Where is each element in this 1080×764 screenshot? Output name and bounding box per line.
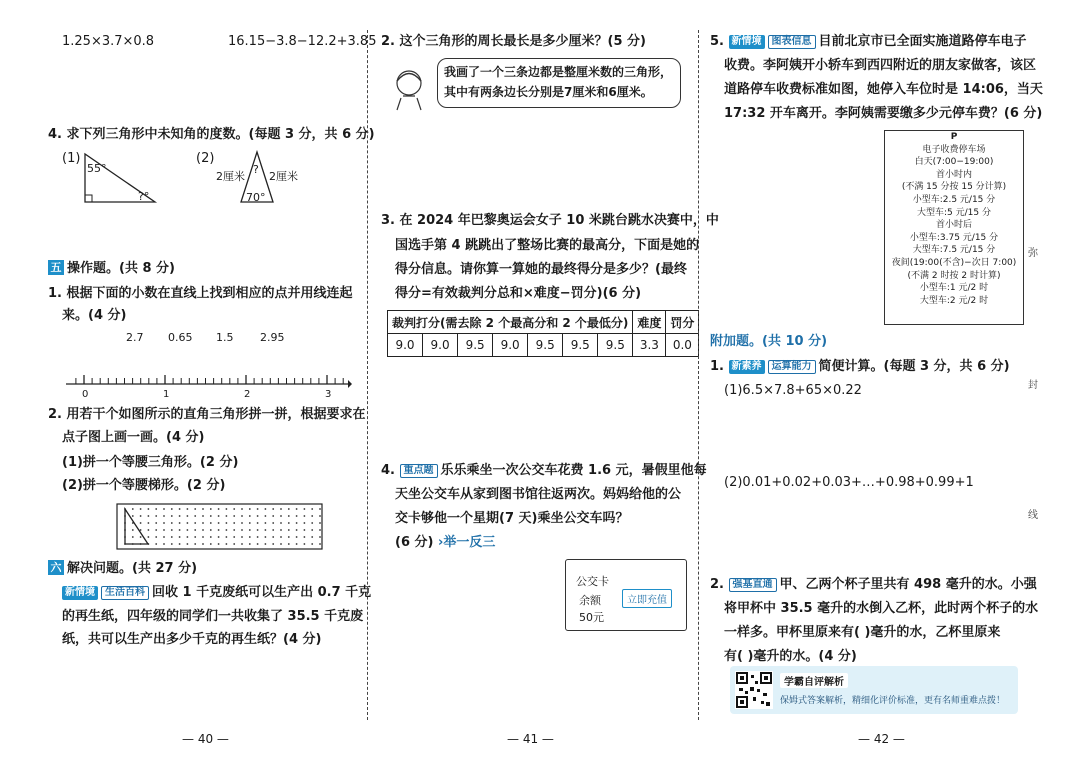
fee-line: 大型车:7.5 元/15 分 [912,245,996,256]
table-cell: 9.5 [458,334,493,357]
fee-line: 大型车:2 元/2 时 [919,295,989,306]
grid-dot[interactable] [233,515,235,517]
grid-dot[interactable] [311,522,313,524]
qr-code-icon[interactable] [735,671,773,709]
grid-dot[interactable] [163,536,165,538]
section-5-icon: 五 [48,260,64,275]
fee-line: 首小时内 [935,169,972,180]
binding-mark-1: 弥 [1028,248,1038,259]
grid-dot[interactable] [210,515,212,517]
fee-line: 电子收费停车场 [922,144,986,155]
grid-dot[interactable] [132,515,134,517]
problem-1-line1 [62,582,371,604]
table-cell: 9.0 [388,334,423,357]
grid-dot[interactable] [249,508,251,510]
axis-tick-label: 0 [82,389,89,400]
binding-mark-2: 封 [1028,380,1038,391]
tag-new-context: 新情境 [62,586,98,600]
question-5-line3: 道路停车收费标准如图，她停入车位时是 14:06，当天 [724,82,1043,97]
grid-dot[interactable] [233,508,235,510]
grid-dot[interactable] [257,515,259,517]
question-4-line2: 天坐公交车从家到图书馆往返两次。妈妈给他的公 [395,487,682,502]
grid-dot[interactable] [155,515,157,517]
grid-dot[interactable] [148,515,150,517]
grid-dot[interactable] [288,522,290,524]
grid-dot[interactable] [163,515,165,517]
question-4-line1: 4. 重点题 乐乐乘坐一次公交车花费 1.6 元，暑假里他每 [381,463,707,478]
grid-dot[interactable] [163,508,165,510]
section-6-text: 解决问题。(共 27 分) [67,561,198,576]
grid-dot[interactable] [140,522,142,524]
grid-dot[interactable] [304,529,306,531]
grid-dot[interactable] [226,536,228,538]
operation-2-line1: 2. 用若干个如图所示的直角三角形拼一拼，根据要求在 [48,407,366,422]
grid-dot[interactable] [249,543,251,545]
decimal-value: 2.95 [260,331,285,344]
axis-tick-label: 3 [325,389,332,400]
grid-dot[interactable] [187,522,189,524]
grid-dot[interactable] [304,536,306,538]
grid-dot[interactable] [148,522,150,524]
grid-dot[interactable] [265,543,267,545]
grid-dot[interactable] [272,529,274,531]
question-4-score: (6 分) [395,535,434,550]
grid-dot[interactable] [257,522,259,524]
grid-dot[interactable] [179,522,181,524]
banner-text: 保姆式答案解析，精细化评价标准，更有名师重难点拨！ [780,696,1006,706]
question-5-line2: 收费。李阿姨开小轿车到西四附近的朋友家做客，该区 [724,58,1037,73]
grid-dot[interactable] [233,522,235,524]
grid-dot[interactable] [296,529,298,531]
grid-dot[interactable] [202,529,204,531]
question-4-line3: 交卡够他一个星期(7 天)乘坐公交车吗？ [395,511,629,526]
grid-dot[interactable] [155,543,157,545]
grid-dot[interactable] [319,522,321,524]
grid-dot[interactable] [148,529,150,531]
grid-dot[interactable] [233,529,235,531]
left-page [0,0,377,764]
operation-1-line1: 1. 根据下面的小数在直线上找到相应的点并用线连起 [48,286,353,301]
grid-dot[interactable] [171,536,173,538]
card-balance-label: 余额 [579,594,601,607]
tag-new-context: 新情境 [729,35,765,49]
grid-dot[interactable] [296,522,298,524]
grid-dot[interactable] [265,536,267,538]
tag-key-question: 重点题 [400,464,438,478]
grid-dot[interactable] [187,529,189,531]
page-divider [367,30,368,720]
extra-2-line1 [710,574,1037,596]
grid-dot[interactable] [272,508,274,510]
grid-dot[interactable] [265,522,267,524]
grid-dot[interactable] [249,529,251,531]
grid-dot[interactable] [272,543,274,545]
question-3-line1: 3. 在 2024 年巴黎奥运会女子 10 米跳台跳水决赛中，中 [381,213,719,228]
grid-dot[interactable] [171,515,173,517]
grid-dot[interactable] [171,522,173,524]
grid-dot[interactable] [241,508,243,510]
grid-dot[interactable] [241,543,243,545]
triangle2-bottom-angle: 70° [246,191,266,204]
grid-dot[interactable] [210,543,212,545]
tag-computation: 运算能力 [768,360,816,374]
decimal-value: 0.65 [168,331,193,344]
calc-expression-2: 16.15−3.8−12.2+3.85 [228,34,377,49]
arrow-icon [348,380,352,388]
number-line[interactable] [62,368,352,392]
speech-bubble [437,58,681,108]
grid-dot[interactable] [311,543,313,545]
grid-dot[interactable] [296,543,298,545]
grid-dot[interactable] [194,515,196,517]
grid-dot[interactable] [311,529,313,531]
grid-dot[interactable] [288,536,290,538]
grid-dot[interactable] [288,543,290,545]
extra-2-line3: 一样多。甲杯里原来有( )毫升的水，乙杯里原来 [724,625,1001,640]
bubble-line2: 其中有两条边长分别是7厘米和6厘米。 [444,85,653,99]
grid-dot[interactable] [296,536,298,538]
extra-1-line [710,356,1010,378]
grid-dot[interactable] [210,536,212,538]
grid-dot[interactable] [194,529,196,531]
grid-dot[interactable] [226,543,228,545]
dot-grid[interactable] [116,503,323,550]
card-balance-value: 50元 [579,611,604,624]
grid-dot[interactable] [280,543,282,545]
grid-dot[interactable] [296,508,298,510]
grid-dot[interactable] [179,536,181,538]
grid-dot[interactable] [280,529,282,531]
fee-line: 小型车:2.5 元/15 分 [912,194,996,205]
grid-dot[interactable] [218,515,220,517]
parking-fee-sign [884,130,1024,325]
grid-dot[interactable] [304,508,306,510]
grid-dot[interactable] [288,515,290,517]
question-3-line2: 国选手第 4 跳跳出了整场比赛的最高分，下面是她的 [395,238,700,253]
binding-mark-3: 线 [1028,510,1038,521]
question-5-line4: 17:32 开车离开。李阿姨需要缴多少元停车费？(6 分) [724,106,1043,121]
tag-life-encyclopedia: 生活百科 [101,586,149,600]
grid-dot[interactable] [155,536,157,538]
grid-dot[interactable] [187,515,189,517]
grid-dot[interactable] [218,529,220,531]
grid-dot[interactable] [319,529,321,531]
grid-dot[interactable] [272,515,274,517]
section-5-title [48,258,175,280]
grid-dot[interactable] [304,515,306,517]
grid-dot[interactable] [257,508,259,510]
self-review-banner[interactable] [730,666,1018,714]
tag-new-literacy: 新素养 [729,360,765,374]
triangle2-top-angle: ? [253,163,259,176]
operation-2-sub2: (2)拼一个等腰梯形。(2 分) [62,478,226,493]
score-table [387,310,699,357]
table-header-cell: 难度 [633,311,666,334]
card-label: 公交卡 [576,575,609,588]
grid-dot[interactable] [288,508,290,510]
grid-dot[interactable] [194,543,196,545]
grid-dot[interactable] [140,508,142,510]
grid-dot[interactable] [257,529,259,531]
section-6-title [48,558,197,580]
grid-dot[interactable] [163,543,165,545]
grid-dot[interactable] [280,536,282,538]
grid-dot[interactable] [319,508,321,510]
score-table-header [388,311,699,334]
decimal-value: 2.7 [126,331,144,344]
question-5-line1 [710,31,1027,53]
grid-dot[interactable] [218,536,220,538]
grid-dot[interactable] [233,536,235,538]
axis-tick-label: 2 [244,389,251,400]
grid-dot[interactable] [319,515,321,517]
grid-dot[interactable] [179,529,181,531]
grid-dot[interactable] [311,508,313,510]
extra-1a: (1)6.5×7.8+65×0.22 [724,383,862,398]
grid-dot[interactable] [272,536,274,538]
link-similar-problems[interactable]: 举一反三 [443,535,496,550]
grid-dot[interactable] [233,543,235,545]
operation-2-sub1: (1)拼一个等腰三角形。(2 分) [62,455,239,470]
grid-dot[interactable] [241,522,243,524]
extra-2-number: 2. [710,577,724,592]
banner-title: 学霸自评解析 [780,673,848,688]
grid-dot[interactable] [163,522,165,524]
extra-2-line2: 将甲杯中 35.5 毫升的水倒入乙杯，此时两个杯子的水 [724,601,1039,616]
problem-1-line3: 纸，共可以生产出多少千克的再生纸？(4 分) [62,632,322,647]
triangle1-unknown-angle: ?° [138,190,150,203]
fee-line: 大型车:5 元/15 分 [917,207,991,218]
grid-dot[interactable] [304,522,306,524]
grid-dot[interactable] [187,536,189,538]
grid-dot[interactable] [280,515,282,517]
grid-dot[interactable] [280,508,282,510]
grid-dot[interactable] [163,529,165,531]
problem-1-line2: 的再生纸，四年级的同学们一共收集了 35.5 千克废 [62,609,364,624]
middle-page [369,0,719,764]
extra-1-number: 1. [710,359,724,374]
table-cell: 9.5 [598,334,633,357]
recharge-button[interactable]: 立即充值 [622,589,672,608]
grid-dot[interactable] [194,508,196,510]
grid-dot[interactable] [249,522,251,524]
extra-2-line4: 有( )毫升的水。(4 分) [724,649,857,664]
dot-grid-border [117,504,322,549]
grid-dot[interactable] [132,529,134,531]
grid-dot[interactable] [257,536,259,538]
grid-dot[interactable] [187,543,189,545]
grid-dot[interactable] [155,522,157,524]
problem-1-text: 回收 1 千克废纸可以生产出 0.7 千克 [152,585,372,600]
question-5-number: 5. [710,34,724,49]
grid-dot[interactable] [171,508,173,510]
grid-dot[interactable] [132,536,134,538]
grid-dot[interactable] [155,508,157,510]
question-5-text: 目前北京市已全面实施道路停车电子 [818,34,1027,49]
grid-dot[interactable] [288,529,290,531]
grid-dot[interactable] [319,536,321,538]
grid-dot[interactable] [140,515,142,517]
table-cell: 9.0 [423,334,458,357]
table-cell: 9.5 [528,334,563,357]
grid-dot[interactable] [218,508,220,510]
grid-dot[interactable] [311,515,313,517]
grid-dot[interactable] [132,508,134,510]
table-cell: 0.0 [666,334,699,357]
fee-line: 首小时后 [935,220,972,231]
fee-line: (不满 2 时按 2 时计算) [907,270,1001,281]
grid-dot[interactable] [155,529,157,531]
grid-dot[interactable] [241,515,243,517]
calc-expression-1: 1.25×3.7×0.8 [62,34,155,49]
grid-dot[interactable] [194,522,196,524]
decimal-value: 1.5 [216,331,234,344]
grid-dot[interactable] [241,536,243,538]
grid-dot[interactable] [241,529,243,531]
grid-dot[interactable] [171,529,173,531]
grid-dot[interactable] [179,543,181,545]
tag-foundation: 强基直通 [729,578,777,592]
grid-dot[interactable] [257,543,259,545]
fee-line: 小型车:3.75 元/15 分 [909,232,999,243]
question-4: 4. 求下列三角形中未知角的度数。(每题 3 分，共 6 分) [48,127,375,142]
triangle1-angle: 55° [87,162,107,175]
triangle2-right-side: 2厘米 [269,170,298,183]
page-divider [698,30,699,720]
grid-dot[interactable] [148,536,150,538]
grid-dot[interactable] [140,536,142,538]
page-number: — 42 — [858,732,905,746]
fee-line: 白天(7:00−19:00) [914,157,994,168]
grid-dot[interactable] [249,515,251,517]
question-3-line3: 得分信息。请你算一算她的最终得分是多少？(最终 [395,262,687,277]
grid-dot[interactable] [265,515,267,517]
fee-line: (不满 15 分按 15 分计算) [901,182,1007,193]
grid-dot[interactable] [296,515,298,517]
question-4-line4: (6 分) ›举一反三 [395,535,496,550]
grid-dot[interactable] [218,522,220,524]
grid-dot[interactable] [202,543,204,545]
q4-label-2: (2) [196,151,215,166]
question-3-line4: 得分=有效裁判分总和×难度−罚分)(6 分) [395,286,642,301]
fee-line: 小型车:1 元/2 时 [919,283,989,294]
grid-dot[interactable] [148,508,150,510]
q4-label-1: (1) [62,151,81,166]
grid-dot[interactable] [226,515,228,517]
grid-dot[interactable] [210,529,212,531]
bubble-line1: 我画了一个三条边都是整厘米数的三角形， [444,65,673,79]
grid-dot[interactable] [210,508,212,510]
axis-tick-label: 1 [163,389,170,400]
grid-dot[interactable] [171,543,173,545]
grid-dot[interactable] [280,522,282,524]
fee-line: 夜间(19:00(不含)−次日 7:00) [891,257,1017,268]
grid-dot[interactable] [194,536,196,538]
grid-dot[interactable] [249,536,251,538]
question-2: 2. 这个三角形的周长最长是多少厘米？(5 分) [381,34,646,49]
example-right-triangle [125,509,148,544]
page-number: — 40 — [182,732,229,746]
table-cell: 9.5 [563,334,598,357]
grid-dot[interactable] [187,508,189,510]
grid-dot[interactable] [202,515,204,517]
extra-1-text: 简便计算。(每题 3 分，共 6 分) [818,359,1010,374]
section-5-text: 操作题。(共 8 分) [67,261,175,276]
grid-dot[interactable] [304,543,306,545]
grid-dot[interactable] [226,508,228,510]
extra-2-text: 甲、乙两个杯子里共有 498 毫升的水。小强 [779,577,1037,592]
grid-dot[interactable] [179,508,181,510]
grid-dot[interactable] [202,508,204,510]
grid-dot[interactable] [218,543,220,545]
question-4-text: 乐乐乘坐一次公交车花费 1.6 元，暑假里他每 [440,463,707,478]
grid-dot[interactable] [210,522,212,524]
table-cell: 3.3 [633,334,666,357]
grid-dot[interactable] [311,536,313,538]
bus-card [565,559,687,631]
tag-chart-info: 图表信息 [768,35,816,49]
table-header-cell: 裁判打分(需去除 2 个最高分和 2 个最低分) [388,311,633,334]
grid-dot[interactable] [272,522,274,524]
grid-dot[interactable] [202,536,204,538]
extra-section-title: 附加题。(共 10 分) [710,334,828,349]
section-6-icon: 六 [48,560,64,575]
extra-1b: (2)0.01+0.02+0.03+…+0.98+0.99+1 [724,475,974,490]
table-row [388,334,699,357]
grid-dot[interactable] [319,543,321,545]
girl-avatar-icon [389,66,429,112]
operation-2-line2: 点子图上画一画。(4 分) [62,430,205,445]
operation-1-line2: 来。(4 分) [62,308,127,323]
right-page [700,0,1043,764]
fee-line: P [950,132,958,142]
grid-dot[interactable] [265,529,267,531]
triangle2-left-side: 2厘米 [216,170,245,183]
grid-dot[interactable] [202,522,204,524]
table-cell: 9.0 [493,334,528,357]
grid-dot[interactable] [179,515,181,517]
page-number: — 41 — [507,732,554,746]
grid-dot[interactable] [226,522,228,524]
grid-dot[interactable] [226,529,228,531]
grid-dot[interactable] [265,508,267,510]
table-header-cell: 罚分 [666,311,699,334]
